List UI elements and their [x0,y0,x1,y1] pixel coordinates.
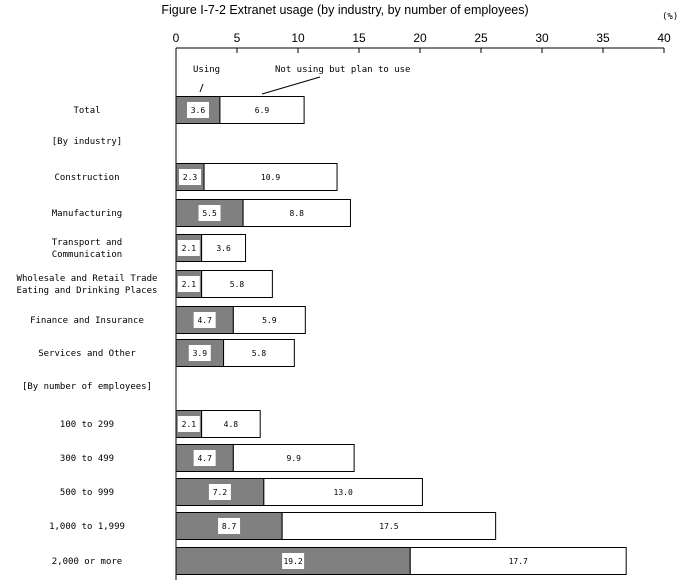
value-label-using-services-and-other: 3.9 [192,349,208,358]
x-tick-label-15: 15 [352,31,366,45]
value-label-using-construction: 2.3 [182,173,198,182]
category-label-manufacturing: Manufacturing [51,209,123,219]
value-label-using-2-000-or-more: 19.2 [283,557,303,566]
category-label-2-000-or-more: 2,000 or more [51,557,123,567]
value-label-using-finance-and-insurance: 4.7 [197,316,212,325]
value-label-using-300-to-499: 4.7 [197,454,212,463]
category-label-by-industry: [By industry] [51,137,123,147]
value-label-plan-300-to-499: 9.9 [286,454,301,463]
x-tick-label-0: 0 [172,31,180,45]
category-label-transport-and-communication-line1: Transport and [51,238,123,248]
value-label-using-1-000-to-1-999: 8.7 [221,522,237,531]
category-label-100-to-299: 100 to 299 [59,420,115,430]
x-tick-label-30: 30 [535,31,549,45]
category-label-by-number-of-employees: [By number of employees] [21,382,153,392]
x-tick-label-35: 35 [596,31,610,45]
value-label-plan-2-000-or-more: 17.7 [508,557,528,566]
value-label-using-transport-and-communication: 2.1 [181,244,197,253]
category-label-wholesale-and-retail-trade-eating-and-drinking-places-line1: Wholesale and Retail Trade [16,274,158,284]
category-label-300-to-499: 300 to 499 [59,454,115,464]
value-label-plan-1-000-to-1-999: 17.5 [379,522,399,531]
value-label-using-500-to-999: 7.2 [212,488,228,497]
x-tick-label-5: 5 [233,31,241,45]
value-label-plan-construction: 10.9 [260,173,281,182]
x-tick-label-25: 25 [474,31,488,45]
legend-label-using: Using [193,65,221,75]
category-label-wholesale-and-retail-trade-eating-and-drinking-places-line2: Eating and Drinking Places [16,286,158,296]
value-label-plan-finance-and-insurance: 5.9 [262,316,277,325]
legend-leader-plan [262,77,320,94]
value-label-plan-transport-and-communication: 3.6 [216,244,231,253]
value-label-plan-500-to-999: 13.0 [333,488,353,497]
unit-label: (%) [662,12,679,22]
value-label-plan-total: 6.9 [254,106,270,115]
category-label-finance-and-insurance: Finance and Insurance [30,316,144,326]
category-label-1-000-to-1-999: 1,000 to 1,999 [49,522,125,532]
value-label-using-100-to-299: 2.1 [181,420,197,429]
category-label-services-and-other: Services and Other [38,349,136,359]
value-label-plan-services-and-other: 5.8 [251,349,267,358]
x-tick-label-40: 40 [657,31,671,45]
legend-label-plan: Not using but plan to use [275,65,411,75]
legend-leader-using [200,84,203,92]
category-label-construction: Construction [54,173,120,183]
value-label-using-total: 3.6 [190,106,206,115]
value-label-plan-manufacturing: 8.8 [289,209,305,218]
category-label-transport-and-communication-line2: Communication [51,250,123,260]
value-label-using-wholesale-and-retail-trade-eating-and-drinking-places: 2.1 [181,280,197,289]
value-label-using-manufacturing: 5.5 [202,209,217,218]
value-label-plan-100-to-299: 4.8 [223,420,239,429]
category-label-500-to-999: 500 to 999 [59,488,115,498]
value-label-plan-wholesale-and-retail-trade-eating-and-drinking-places: 5.8 [229,280,245,289]
category-label-total: Total [73,106,101,116]
x-tick-label-10: 10 [291,31,305,45]
x-tick-label-20: 20 [413,31,427,45]
chart-title: Figure I-7-2 Extranet usage (by industry, by number of employees) [161,3,529,17]
